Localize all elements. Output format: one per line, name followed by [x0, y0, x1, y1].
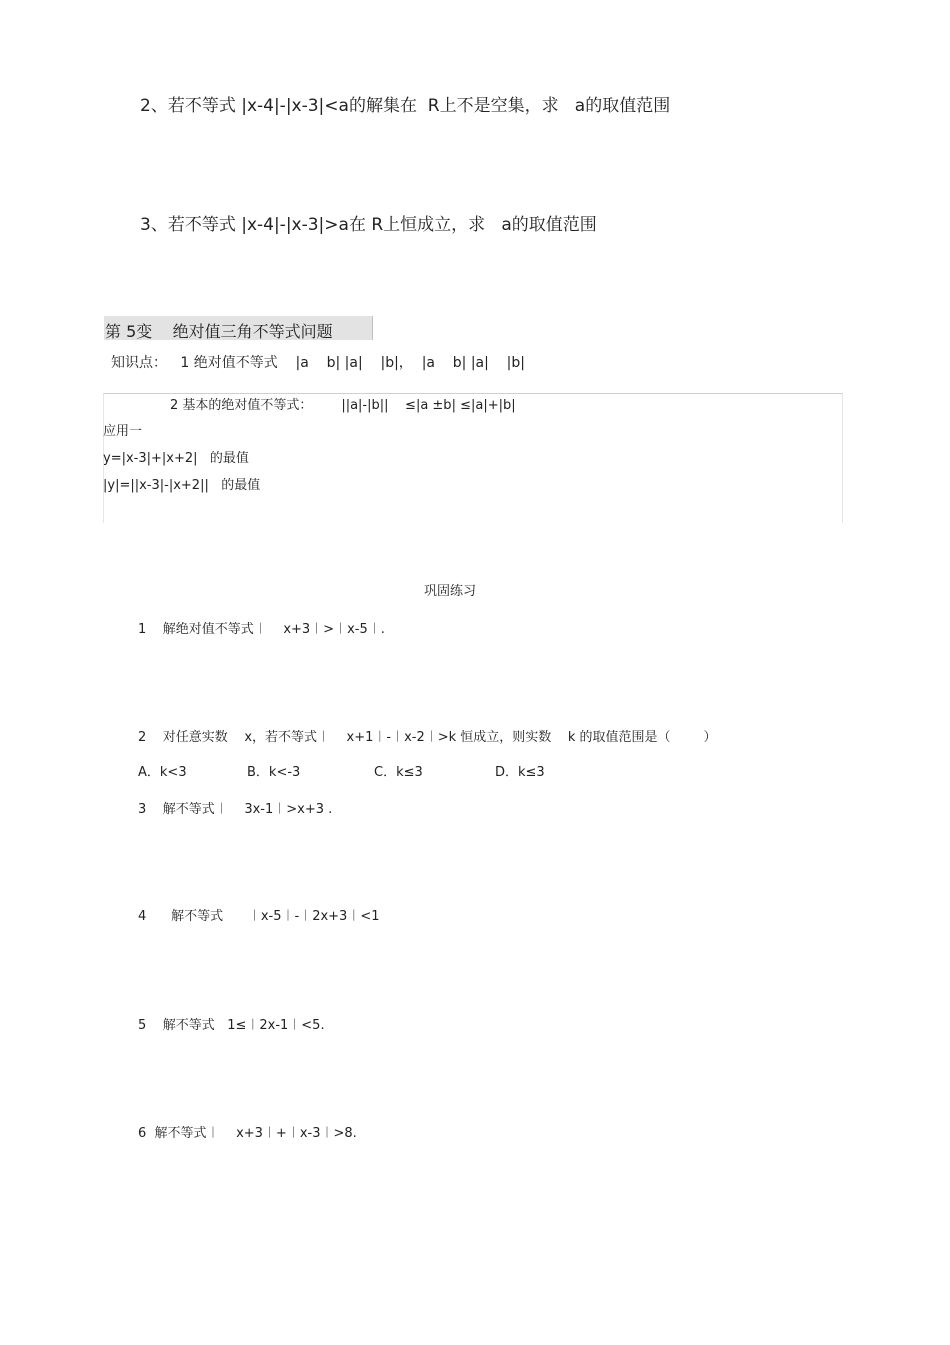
practice-heading: 巩固练习	[424, 584, 477, 599]
box-line-application: 应用一	[103, 424, 143, 439]
practice-q1: 1 解绝对值不等式︱ x+3︱>︱x-5︱.	[138, 622, 385, 637]
problem-3: 3、若不等式 |x-4|-|x-3|>a在 R上恒成立，求 a的取值范围	[140, 215, 597, 235]
section-heading	[104, 316, 373, 340]
box-line-y-max: y=|x-3|+|x+2| 的最值	[103, 451, 249, 466]
option-d: D．k≤3	[495, 765, 545, 780]
option-c: C．k≤3	[374, 765, 423, 780]
box-line-inequality: 2 基本的绝对值不等式： ||a|-|b|| ≤|a ±b| ≤|a|+|b|	[170, 398, 516, 413]
box-line-abs-y: |y|=||x-3|-|x+2|| 的最值	[103, 478, 261, 493]
option-a: A．k<3	[138, 765, 187, 780]
practice-q4: 4 解不等式 ︱x-5︱-︱2x+3︱<1	[138, 909, 380, 924]
problem-2: 2、若不等式 |x-4|-|x-3|<a的解集在 R上不是空集，求 a的取值范围	[140, 96, 671, 116]
option-b: B．k<-3	[247, 765, 301, 780]
section-title: 第 5变 绝对值三角不等式问题	[105, 322, 333, 341]
practice-q3: 3 解不等式︱ 3x-1︱>x+3 .	[138, 802, 333, 817]
practice-q6: 6 解不等式︱ x+3︱+︱x-3︱>8.	[138, 1126, 357, 1141]
practice-q2: 2 对任意实数 x，若不等式︱ x+1︱-︱x-2︱>k 恒成立，则实数 k 的取值范围是（ ）	[138, 730, 717, 745]
practice-q5: 5 解不等式 1≤︱2x-1︱<5.	[138, 1018, 325, 1033]
knowledge-point: 知识点： 1 绝对值不等式 |a b| |a| |b|， |a b| |a| |b|	[111, 355, 525, 371]
